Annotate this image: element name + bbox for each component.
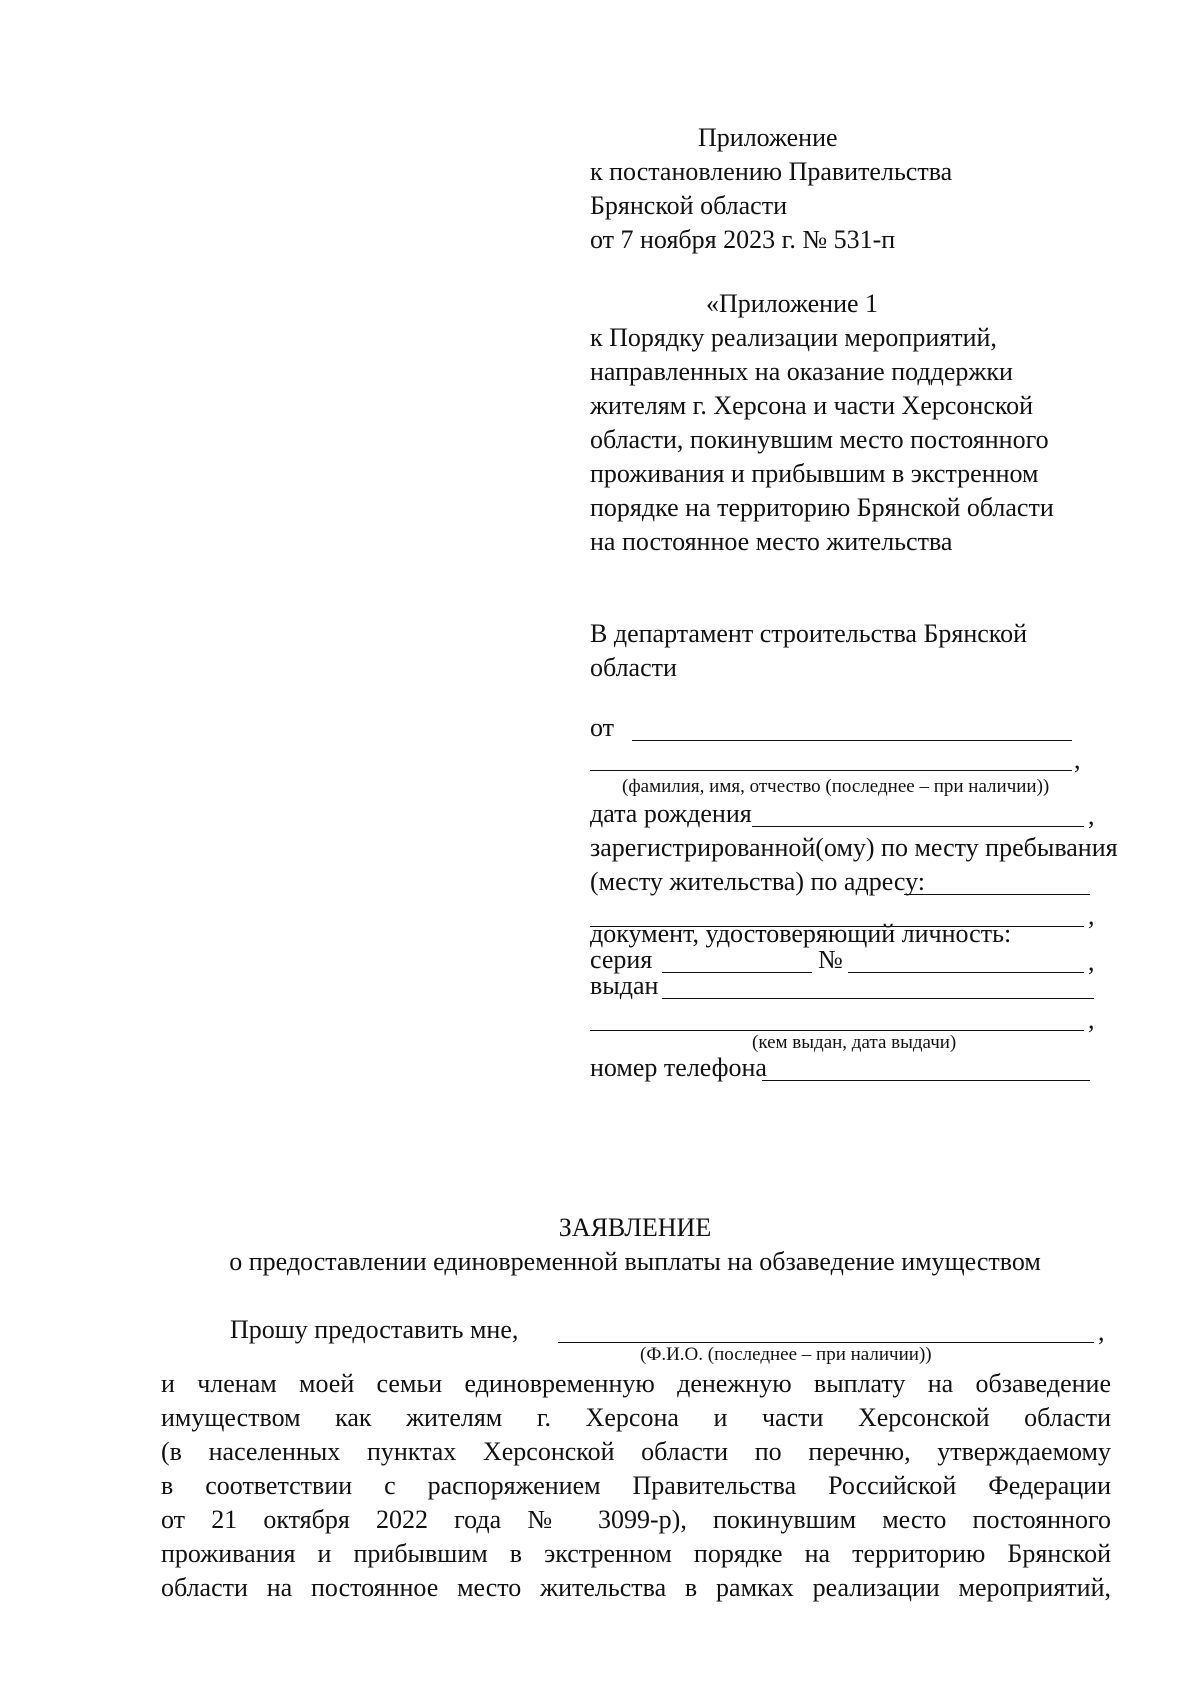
annex1-line: проживания и прибывшим в экстренном — [590, 459, 1039, 488]
annex-line-date: от 7 ноября 2023 г. № 531-п — [590, 225, 896, 254]
comma: , — [1088, 901, 1095, 930]
document-label: документ, удостоверяющий личность: — [590, 919, 1012, 948]
addressee-line: области — [590, 653, 677, 682]
annex1-line: к Порядку реализации мероприятий, — [590, 323, 997, 352]
series-label: серия — [590, 945, 653, 974]
statement-body-line: области на постоянное место жительства в рамках реализации мероприятий, — [161, 1573, 1111, 1602]
comma: , — [1074, 745, 1081, 774]
annex-title: Приложение — [698, 123, 838, 152]
comma: , — [1098, 1317, 1105, 1346]
statement-body-line: проживания и прибывшим в экстренном порядке на территорию Брянской — [161, 1539, 1111, 1568]
annex1-line: жителям г. Херсона и части Херсонской — [590, 391, 1034, 420]
address-field-line[interactable] — [904, 894, 1090, 895]
request-label: Прошу предоставить мне, — [230, 1315, 519, 1344]
request-fio-field-line[interactable] — [558, 1342, 1094, 1343]
fio-field-line[interactable] — [590, 770, 1072, 771]
issued-label: выдан — [590, 971, 659, 1000]
fio-hint: (фамилия, имя, отчество (последнее – при наличии)) — [622, 776, 1050, 797]
comma: , — [1088, 947, 1095, 976]
annex1-title: «Приложение 1 — [706, 289, 879, 318]
series-field-line[interactable] — [662, 972, 812, 973]
request-fio-hint: (Ф.И.О. (последнее – при наличии)) — [640, 1344, 932, 1365]
birth-date-field-line[interactable] — [752, 826, 1084, 827]
statement-body-line: в соответствии с распоряжением Правительства Российской Федерации — [161, 1471, 1111, 1500]
statement-body-line: имуществом как жителям г. Херсона и части Херсонской области — [161, 1403, 1111, 1432]
annex-line-region: Брянской области — [590, 191, 787, 220]
annex1-line: на постоянное место жительства — [590, 527, 953, 556]
birth-date-label: дата рождения — [590, 799, 752, 828]
statement-body-line: и членам моей семьи единовременную денежную выплату на обзаведение — [161, 1369, 1111, 1398]
annex1-line: направленных на оказание поддержки — [590, 357, 1013, 386]
statement-body-line: (в населенных пунктах Херсонской области по перечню, утверждаемому — [161, 1437, 1111, 1466]
issued-field-line[interactable] — [662, 998, 1094, 999]
annex1-line: области, покинувшим место постоянного — [590, 425, 1049, 454]
number-label: № — [818, 945, 843, 974]
from-field-line[interactable] — [632, 740, 1072, 741]
number-field-line[interactable] — [848, 972, 1084, 973]
statement-subtitle: о предоставлении единовременной выплаты на обзаведение имуществом — [229, 1247, 1041, 1276]
phone-label: номер телефона — [590, 1053, 767, 1082]
issued-hint: (кем выдан, дата выдачи) — [752, 1032, 957, 1053]
statement-body-line: от 21 октября 2022 года № 3099-р), покинувшим место постоянного — [161, 1505, 1111, 1534]
issued-field-line-2[interactable] — [590, 1030, 1084, 1031]
annex1-line: порядке на территорию Брянской области — [590, 493, 1054, 522]
annex-line-resolution: к постановлению Правительства — [590, 157, 953, 186]
from-label: от — [590, 713, 615, 742]
addressee-line: В департамент строительства Брянской — [590, 619, 1028, 648]
registered-label: зарегистрированной(ому) по месту пребывания — [590, 833, 1118, 862]
address-label: (месту жительства) по адресу: — [590, 867, 925, 896]
phone-field-line[interactable] — [762, 1080, 1090, 1081]
comma: , — [1088, 801, 1095, 830]
statement-title: ЗАЯВЛЕНИЕ — [558, 1213, 712, 1242]
comma: , — [1088, 1005, 1095, 1034]
